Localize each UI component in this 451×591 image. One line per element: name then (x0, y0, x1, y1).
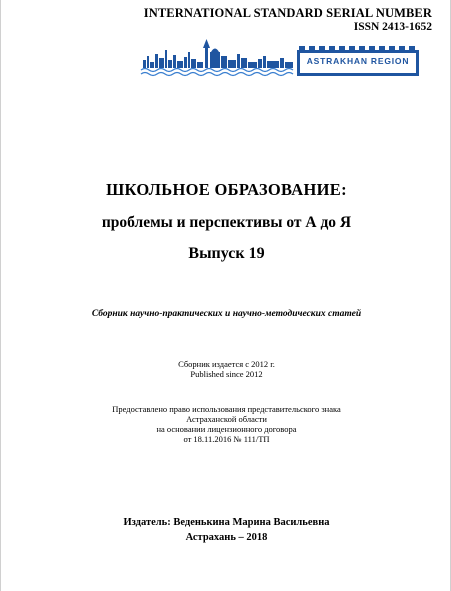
license-line-2: Астраханской области (186, 414, 267, 424)
issn-number: ISSN 2413-1652 (353, 21, 432, 33)
license-line-1: Предоставлено право использования представительского знака (112, 404, 341, 414)
journal-title: ШКОЛЬНОЕ ОБРАЗОВАНИЕ: (106, 180, 347, 199)
published-since-ru: Сборник издается с 2012 г. (178, 359, 275, 369)
city-year: Астрахань – 2018 (185, 532, 268, 543)
astrakhan-region-logo (139, 38, 423, 78)
issue-number: Выпуск 19 (188, 245, 265, 262)
journal-subtitle: проблемы и перспективы от А до Я (101, 214, 352, 231)
logo-text: ASTRAKHAN REGION (306, 56, 410, 66)
collection-description: Сборник научно-практических и научно-методических статей (91, 309, 362, 319)
license-line-3: на основании лицензионного договора (156, 424, 297, 434)
license-line-4: от 18.11.2016 № 111/ТП (183, 434, 270, 444)
published-since-en: Published since 2012 (190, 369, 263, 379)
issn-header: INTERNATIONAL STANDARD SERIAL NUMBER (143, 6, 432, 20)
publisher: Издатель: Веденькина Марина Васильевна (123, 517, 330, 528)
